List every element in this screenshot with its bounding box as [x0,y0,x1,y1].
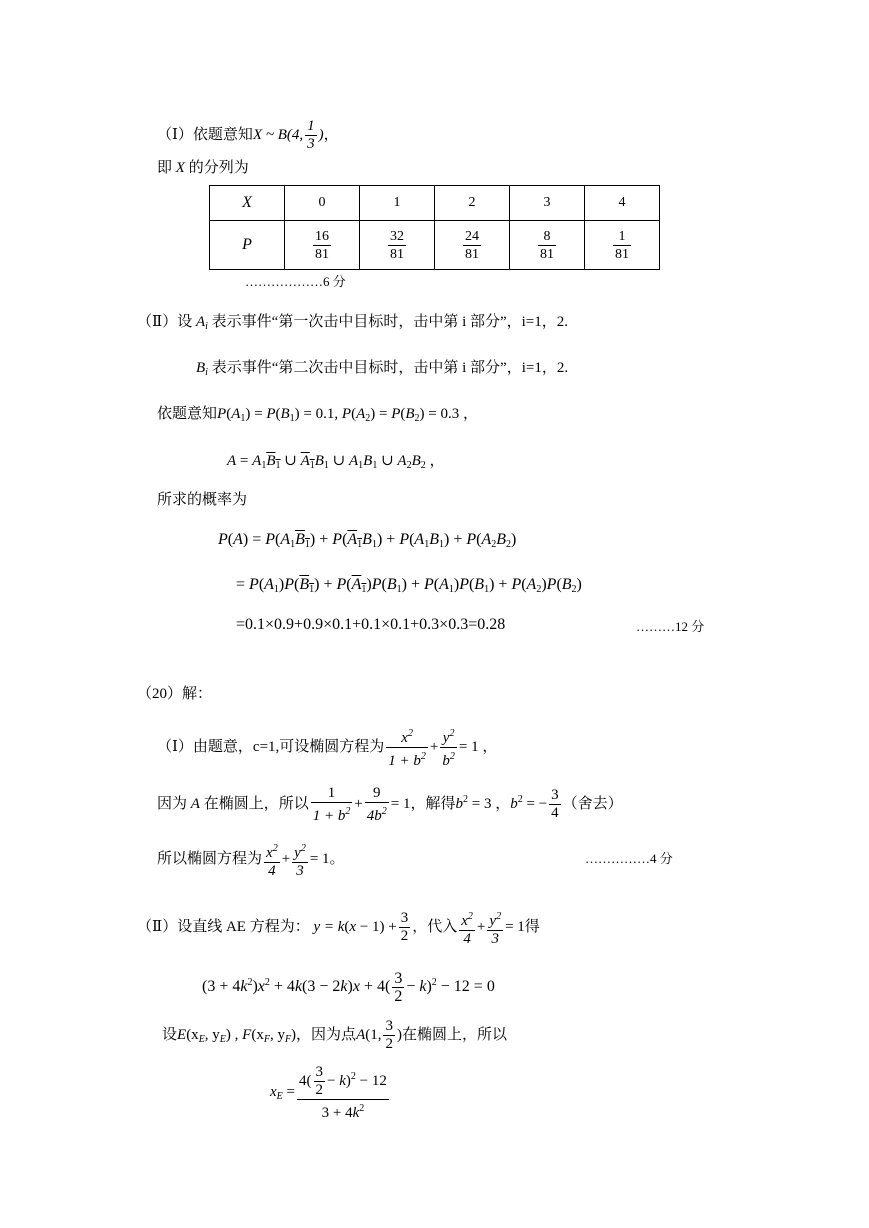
table-cell: $\frac{32}{81}$ [360,221,435,270]
part19-ii-line1: （Ⅱ）设 $A_i$ 表示事件“第一次击中目标时，击中第 i 部分”，i=1，2. [137,314,569,332]
score-6: ………………6 分 [245,274,346,289]
dist-intro: 即 X 的分列为 [157,160,249,176]
distribution-table [209,185,660,270]
part19-i-line [157,115,339,155]
given-probabilities: 依题意知$P(A_1) = P(B_1) = 0.1$, $P(A_2) = P(B_2) = 0.3$ ， [157,406,479,424]
table-row [210,221,660,270]
table-cell: $\frac{24}{81}$ [435,221,510,270]
table-cell: $\frac{1}{81}$ [585,221,660,270]
part20-i-line1: （Ⅰ）由题意，c=1,可设椭圆方程为 $\frac{x^2}{1 + b^2}$ + $\frac{y^2}{b^2}$ = 1 ， [157,722,497,772]
table-header-x: X [210,186,285,221]
part20-heading: （20）解： [137,686,213,702]
table-cell: 0 [285,186,360,221]
table-cell: 3 [510,186,585,221]
table-header-p: P [210,221,285,270]
event-a-definition: $A = A_1\overline{B}_1$ ∪ $\overline{A}_1B_1$ ∪ $A_1B_1$ ∪ $A_2B_2$ ， [227,453,445,471]
part19-i-prefix: （Ⅰ）依题意知 [157,127,253,143]
score-4: ……………4 分 [585,851,673,866]
table-cell: 2 [435,186,510,221]
part20-i-line2: 因为 A 在椭圆上，所以 $\frac{1}{1 + b^2}$ + $\frac{9}{4b^2}$ = 1，解得$b^2 = 3$ ，$b^2$ = − $\frac{3}{4}$ （舍去） [157,784,623,824]
table-cell: $\frac{16}{81}$ [285,221,360,270]
part20-ii-line3: 设$E(x_E$, $y_E$) , $F(x_F$, $y_F$)，因为点A(1, $\frac{3}{2}$ )在椭圆上，所以 [162,1018,507,1053]
xe-formula: $x_E$ = 4( $\frac{3}{2}$ − k)$^2$ − 12 $3 + 4k^2$ [270,1063,387,1121]
eq-line1: $P(A) = P(A_1\overline{B}_1) + P(\overline{A}_1B_1) + P(A_1B_1) + P(A_2B_2)$ [218,531,517,550]
score-12: ………12 分 [636,619,705,634]
table-row [210,186,660,221]
table-cell: 4 [585,186,660,221]
prob-intro: 所求的概率为 [157,492,248,508]
part20-ii-line1: （Ⅱ）设直线 AE 方程为： y = k(x − 1) + $\frac{3}{2}$ ，代入 $\frac{x^2}{4}$ + $\frac{y^2}{3}$ = 1得 [137,902,540,952]
part20-ii-equation: $(3 + 4k^2)x^2 + 4k(3 - 2k)x + 4$( $\frac{3}{2}$ − k)$^2$ − 12 = 0 [202,969,495,1005]
part19-ii-line2: $B_i$ 表示事件“第二次击中目标时，击中第 i 部分”，i=1，2. [196,360,569,378]
eq-line3: =0.1×0.9+0.9×0.1+0.1×0.1+0.3×0.3=0.28 [236,616,506,633]
table-cell: 1 [360,186,435,221]
part19-i-suffix: ， [323,127,339,143]
formula-binomial: X ~ B(4, $\frac{1}{3}$ ) [252,118,324,153]
part20-i-line3: 所以椭圆方程为 $\frac{x^2}{4}$ + $\frac{y^2}{3}$ = 1。 [157,834,345,884]
table-cell: $\frac{8}{81}$ [510,221,585,270]
eq-line2: = $P(A_1)P(\overline{B}_1) + P(\overline{A}_1)P(B_1) + P(A_1)P(B_1) + P(A_2)P(B_2)$ [236,576,582,595]
